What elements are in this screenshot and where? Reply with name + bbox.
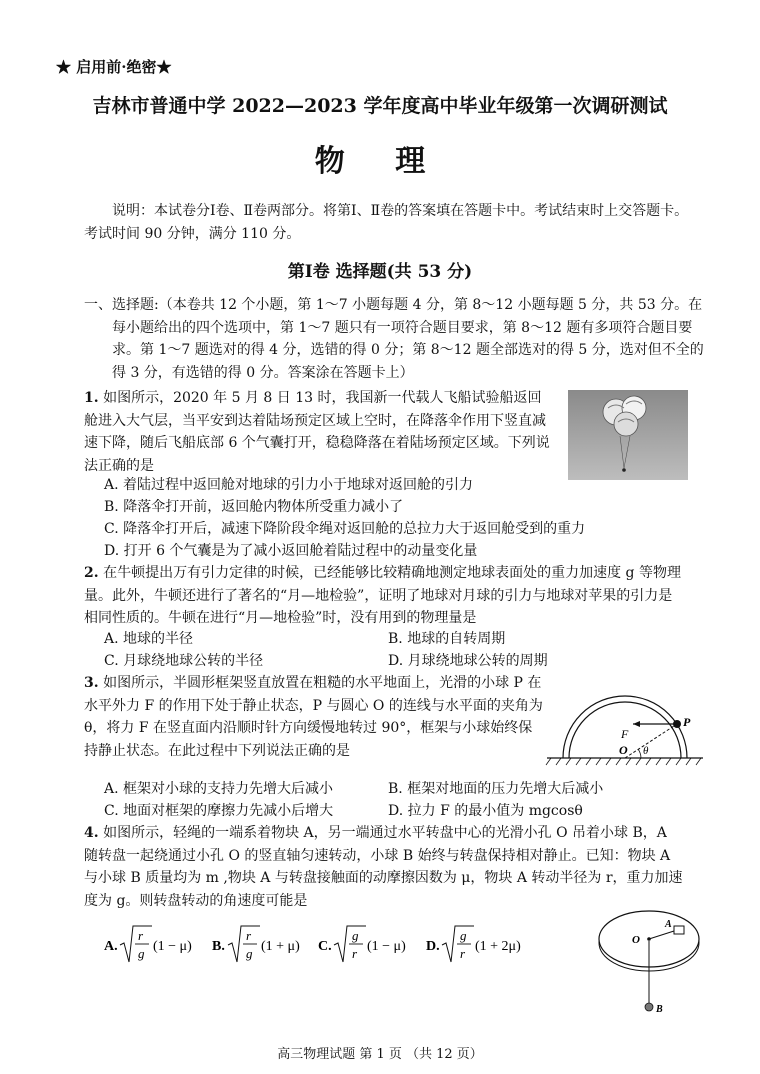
center-o-label: O <box>619 743 628 757</box>
svg-text:g: g <box>352 928 359 943</box>
q1-option-b: B. 降落伞打开前，返回舱内物体所受重力减小了 <box>104 499 404 515</box>
question-number: 1. <box>84 390 99 406</box>
svg-text:r: r <box>246 928 252 943</box>
section-title: 第Ⅰ卷 选择题(共 53 分) <box>287 262 473 282</box>
exam-title: 吉林市普通中学 2022—2023 学年度高中毕业年级第一次调研测试 <box>92 95 668 117</box>
theta-label: θ <box>643 745 649 757</box>
svg-text:A.: A. <box>104 939 118 954</box>
confidential-mark: ★ 启用前·绝密★ <box>56 58 172 76</box>
question-stem: 在牛顿提出万有引力定律的时候，已经能够比较精确地测定地球表面处的重力加速度 g 等物理量。此外，牛顿还进行了著名的“月—地检验”，证明了地球对月球的引力与地球对苹果的引力是相同性质的。牛顿在进行“月—地检验”时，没有用到的物理量是 <box>84 565 681 626</box>
svg-text:r: r <box>460 946 466 961</box>
q4-option-b <box>212 926 300 962</box>
force-label: F <box>621 727 629 741</box>
q1-option-c: C. 降落伞打开后，减速下降阶段伞绳对返回舱的总拉力大于返回舱受到的重力 <box>104 521 586 537</box>
svg-text:g: g <box>460 928 467 943</box>
question-stem: 如图所示，2020 年 5 月 8 日 13 时，我国新一代载人飞船试验船返回舱进入大气层，当平安到达着陆场预定区域上空时，在降落伞作用下竖直减速下降，随后飞船底部 6 个气囊打开，稳稳降落在着陆场预定区域。下列说法正确的是 <box>84 390 550 474</box>
block-a-label: A <box>665 919 672 930</box>
q2-option-d: D. 月球绕地球公转的周期 <box>388 653 548 669</box>
hole-o-label: O <box>632 934 640 946</box>
svg-text:(1 − μ): (1 − μ) <box>153 939 192 954</box>
subject-title: 物 理 <box>314 144 446 179</box>
q4-options <box>104 920 544 970</box>
svg-text:(1 + μ): (1 + μ) <box>261 939 300 954</box>
ball-b-label: B <box>656 1004 663 1015</box>
svg-text:B.: B. <box>212 939 225 954</box>
point-p-label: P <box>683 715 691 729</box>
q3-option-b: B. 框架对地面的压力先增大后减小 <box>388 781 604 797</box>
question-number: 3. <box>84 675 99 691</box>
svg-text:r: r <box>352 946 358 961</box>
category-instructions: 一、选择题:（本卷共 12 个小题，第 1～7 小题每题 4 分，第 8～12 小题每题 5 分，共 53 分。在每小题给出的四个选项中，第 1～7 题只有一项符合题目要求，第 8～12 题有多项符合题目要求。第 1～7 题选对的得 4 分，选错的得 0 分；第 8～12 题全部选对的得 5 分，选对但不全的得 3 分，有选错的得 0 分。答案涂在答题卡上） <box>84 297 704 381</box>
q3-option-a: A. 框架对小球的支持力先增大后减小 <box>104 781 334 797</box>
question-2 <box>84 562 684 630</box>
question-3 <box>84 672 544 762</box>
svg-text:D.: D. <box>426 939 440 954</box>
instructions: 说明：本试卷分Ⅰ卷、Ⅱ卷两部分。将第Ⅰ、Ⅱ卷的答案填在答题卡中。考试结束时上交答题卡。考试时间 90 分钟，满分 110 分。 <box>84 203 689 242</box>
question-1 <box>84 387 554 477</box>
svg-text:r: r <box>138 928 144 943</box>
q1-option-a: A. 着陆过程中返回舱对地球的引力小于地球对返回舱的引力 <box>104 477 474 493</box>
question-number: 4. <box>84 825 99 841</box>
question-stem: 如图所示，半圆形框架竖直放置在粗糙的水平地面上，光滑的小球 P 在水平外力 F 的作用下处于静止状态，P 与圆心 O 的连线与水平面的夹角为 θ，将力 F 在竖直面内沿顺时针方向缓慢地转过 90°，框架与小球始终保持静止状态。在此过程中下列说法正确的是 <box>84 675 543 759</box>
semicircle-frame-diagram <box>545 680 705 780</box>
svg-text:g: g <box>138 946 145 961</box>
q1-option-d: D. 打开 6 个气囊是为了减小返回舱着陆过程中的动量变化量 <box>104 543 478 559</box>
svg-text:g: g <box>246 946 253 961</box>
q4-option-a <box>104 926 192 962</box>
q2-option-a: A. 地球的半径 <box>104 631 194 647</box>
question-stem: 如图所示，轻绳的一端系着物块 A，另一端通过水平转盘中心的光滑小孔 O 吊着小球 B，A 随转盘一起绕通过小孔 O 的竖直轴匀速转动，小球 B 始终与转盘保持相对静止。已知：物块 A 与小球 B 质量均为 m ,物块 A 与转盘接触面的动摩擦因数为 μ，物块 A 转动半径为 r，重力加速度为 g。则转盘转动的角速度可能是 <box>84 825 683 909</box>
svg-text:(1 + 2μ): (1 + 2μ) <box>475 939 521 954</box>
q2-option-c: C. 月球绕地球公转的半径 <box>104 653 264 669</box>
q3-option-c: C. 地面对框架的摩擦力先减小后增大 <box>104 803 334 819</box>
q4-option-c <box>318 926 406 962</box>
q2-option-b: B. 地球的自转周期 <box>388 631 506 647</box>
turntable-diagram <box>594 905 714 1020</box>
q4-option-d <box>426 926 521 962</box>
q3-option-d: D. 拉力 F 的最小值为 mgcosθ <box>388 803 583 819</box>
question-number: 2. <box>84 565 99 581</box>
svg-text:(1 − μ): (1 − μ) <box>367 939 406 954</box>
page-footer: 高三物理试题 第 1 页 （共 12 页） <box>277 1047 483 1062</box>
question-4 <box>84 822 684 912</box>
svg-text:C.: C. <box>318 939 332 954</box>
parachute-photo <box>568 390 688 480</box>
